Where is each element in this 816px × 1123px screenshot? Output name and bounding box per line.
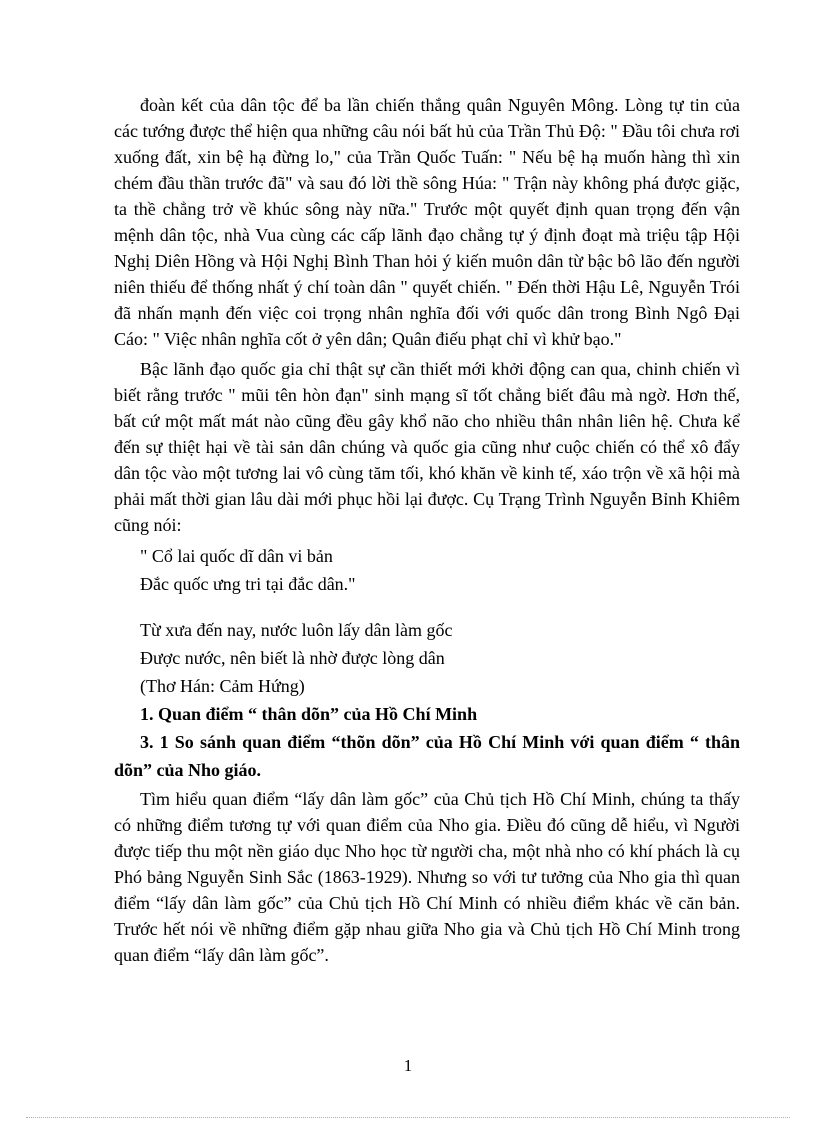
section-heading-1: 1. Quan điểm “ thân dõn” của Hồ Chí Minh: [140, 704, 478, 724]
paragraph-1: đoàn kết của dân tộc để ba lần chiến thắng quân Nguyên Mông. Lòng tự tin của các tướng được thể hiện qua những câu nói bất hủ của Trần Thủ Độ: " Đầu tôi chưa rơi xuống đất, xin bệ hạ đừng lo," của Trần Quốc Tuấn: " Nếu bệ hạ muốn hàng thì xin chém đầu thần trước đã" và sau đó lời thề sông Húa: " Trận này không phá được giặc, ta thề chẳng trở về khúc sông này nữa." Trước một quyết định quan trọng đến vận mệnh dân tộc, nhà Vua cùng các cấp lãnh đạo chẳng tự ý định đoạt mà triệu tập Hội Nghị Diên Hồng và Hội Nghị Bình Than hỏi ý kiến muôn dân từ bậc bô lão đến người niên thiếu để thống nhất ý chí toàn dân " quyết chiến. " Đến thời Hậu Lê, Nguyễn Trói đã nhấn mạnh đến việc coi trọng nhân nghĩa đối với quốc dân trong Bình Ngô Đại Cáo: " Việc nhân nghĩa cốt ở yên dân; Quân điếu phạt chỉ vì khử bạo.": [114, 95, 740, 349]
blank-line: [114, 598, 740, 616]
verse-block: [114, 616, 740, 700]
quote-line-2: Đắc quốc ưng tri tại đắc dân.": [140, 574, 356, 594]
quote-block: [114, 542, 740, 598]
paragraph-3: Tìm hiểu quan điểm “lấy dân làm gốc” của Chủ tịch Hồ Chí Minh, chúng ta thấy có những điểm tương tự với quan điểm của Nho gia. Điều đó cũng dễ hiểu, vì Người được tiếp thu một nền giáo dục Nho học từ người cha, một nhà nho có khí phách là cụ Phó bảng Nguyễn Sinh Sắc (1863-1929). Nhưng so với tư tưởng của Nho gia thì quan điểm “lấy dân làm gốc” của Chủ tịch Hồ Chí Minh có nhiều điểm khác về căn bản. Trước hết nói về những điểm gặp nhau giữa Nho gia và Chủ tịch Hồ Chí Minh trong quan điểm “lấy dân làm gốc”.: [114, 789, 740, 965]
verse-source: (Thơ Hán: Cảm Hứng): [140, 676, 305, 696]
page-number: 1: [403, 1056, 413, 1075]
paragraph-2: Bậc lãnh đạo quốc gia chỉ thật sự cần thiết mới khởi động can qua, chinh chiến vì biết rằng trước " mũi tên hòn đạn" sinh mạng sĩ tốt chẳng biết đâu mà ngờ. Hơn thế, bất cứ một mất mát nào cũng đều gây khổ não cho nhiều thân nhân liên hệ. Chưa kể đến sự thiệt hại về tài sản dân chúng và quốc gia cũng như cuộc chiến có thể xô đẩy dân tộc vào một tương lai vô cùng tăm tối, khó khăn về kinh tế, xáo trộn về xã hội mà phải mất thời gian lâu dài mới phục hồi lại được. Cụ Trạng Trình Nguyễn Bỉnh Khiêm cũng nói:: [114, 359, 740, 535]
quote-line-1: " Cổ lai quốc dĩ dân vi bản: [140, 546, 333, 566]
page-body: [114, 92, 740, 972]
page-bottom-border: [26, 1117, 790, 1118]
section-heading-3-1: 3. 1 So sánh quan điểm “thõn dõn” của Hồ Chí Minh với quan điểm “ thân dõn” của Nho giáo.: [114, 732, 740, 780]
verse-line-2: Được nước, nên biết là nhờ được lòng dân: [140, 648, 445, 668]
verse-line-1: Từ xưa đến nay, nước luôn lấy dân làm gốc: [140, 620, 453, 640]
